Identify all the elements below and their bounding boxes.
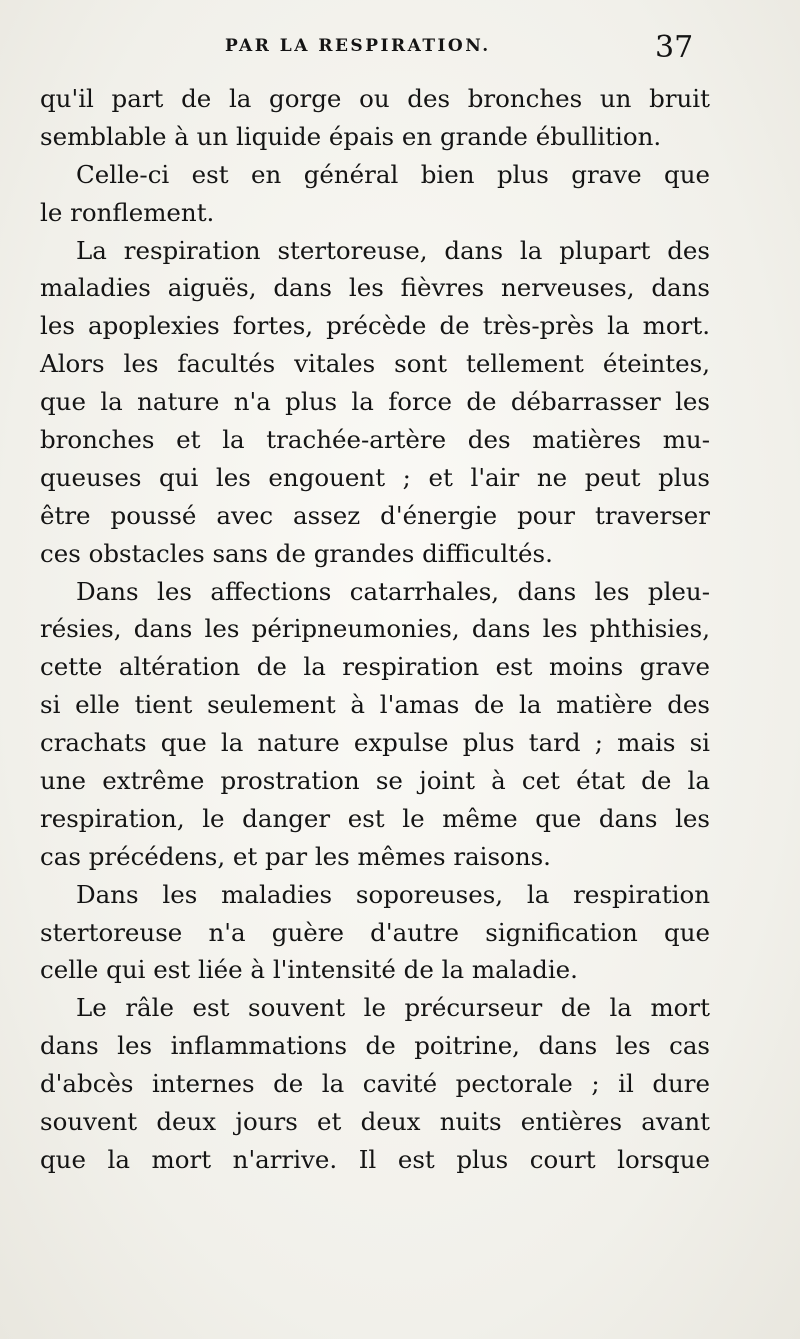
text-line: souvent deux jours et deux nuits entières avant bbox=[40, 1107, 710, 1137]
text-line: stertoreuse n'a guère d'autre signification que bbox=[40, 917, 710, 947]
text-line: cette altération de la respiration est moins grave bbox=[40, 652, 710, 682]
paragraph-start-line: Celle-ci est en général bien plus grave que bbox=[76, 159, 710, 189]
body-text bbox=[40, 80, 710, 1179]
text-line: dans les inflammations de poitrine, dans les cas bbox=[40, 1031, 710, 1061]
text-line: qu'il part de la gorge ou des bronches un bruit bbox=[40, 84, 710, 113]
page-number: 37 bbox=[655, 30, 694, 65]
text-line: Alors les facultés vitales sont tellement éteintes, bbox=[40, 349, 710, 379]
text-line: bronches et la trachée-artère des matières mu- bbox=[40, 425, 710, 455]
text-line: semblable à un liquide épais en grande ébullition. bbox=[40, 121, 662, 151]
paragraph-start-line: Dans les affections catarrhales, dans les pleu- bbox=[76, 576, 710, 606]
text-line: queuses qui les engouent ; et l'air ne peut plus bbox=[40, 462, 710, 492]
text-line: si elle tient seulement à l'amas de la matière des bbox=[40, 690, 710, 720]
paragraph-start-line: Dans les maladies soporeuses, la respiration bbox=[76, 879, 710, 909]
text-line: résies, dans les péripneumonies, dans les phthisies, bbox=[40, 614, 710, 644]
text-line: crachats que la nature expulse plus tard ; mais si bbox=[40, 728, 710, 758]
running-title: PAR LA RESPIRATION. bbox=[225, 36, 491, 56]
paragraph-start-line: Le râle est souvent le précurseur de la mort bbox=[76, 993, 710, 1023]
text-line: que la nature n'a plus la force de débarrasser les bbox=[40, 387, 710, 417]
text-line: le ronflement. bbox=[40, 197, 215, 227]
text-line: cas précédens, et par les mêmes raisons. bbox=[40, 841, 551, 871]
text-line: respiration, le danger est le même que dans les bbox=[40, 803, 710, 833]
text-line: une extrême prostration se joint à cet état de la bbox=[40, 766, 710, 796]
text-line: les apoplexies fortes, précède de très-près la mort. bbox=[40, 311, 710, 341]
text-line: être poussé avec assez d'énergie pour traverser bbox=[40, 500, 710, 530]
text-line: ces obstacles sans de grandes difficultés. bbox=[40, 538, 553, 568]
text-line: que la mort n'arrive. Il est plus court lorsque bbox=[40, 1144, 710, 1174]
text-line: celle qui est liée à l'intensité de la maladie. bbox=[40, 955, 578, 985]
paragraph-start-line: La respiration stertoreuse, dans la plupart des bbox=[76, 235, 710, 265]
text-line: maladies aiguës, dans les fièvres nerveuses, dans bbox=[40, 273, 710, 303]
text-line: d'abcès internes de la cavité pectorale ; il dure bbox=[40, 1069, 710, 1099]
